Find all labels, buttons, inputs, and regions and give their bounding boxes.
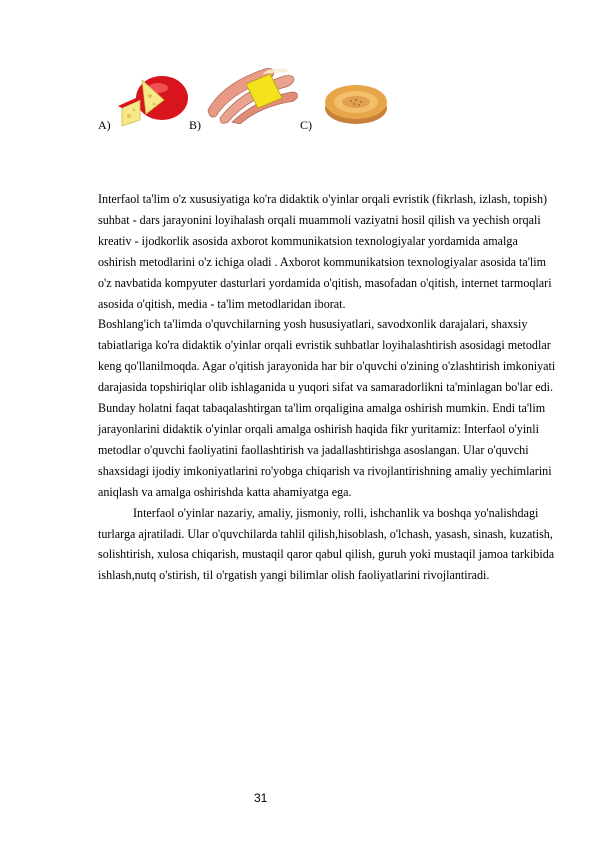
sausage-bundle-icon (202, 64, 300, 124)
option-b-label: B) (189, 118, 201, 132)
picture-options-row (98, 64, 398, 136)
option-a-label: A) (98, 118, 111, 132)
option-c-label: C) (300, 118, 312, 132)
paragraph-primary-education: Boshlang'ich ta'limda o'quvchilarning yosh hususiyatlari, savodxonlik darajalari, shaxsiy tabiatlariga ko'ra didaktik o'yinlar orqali evristik suhbatlar loyihalashtirish asosidagi metodlar keng qo'llanilmoqda. Agar o'qitish jarayonida har bir o'quvchi o'zining o'zlashtirish imkoniyati darajasida topshiriqlar olib ishlaganida u yuqori sifat va samaradorlikni ta'minlagan bo'lar edi. Bunday holatni faqat tabaqalashtirgan ta'lim orqaligina amalga oshirish mumkin. Endi ta'lim jarayonlarini didaktik o'yinlar orqali amalga oshirish haqida fikr yuritamiz: Interfaol o'yinli metodlar o'quvchi faoliyatini faollashtirish va jadallashtirishga asoslangan. Ular o'quvchi shaxsidagi ijodiy imkoniyatlarini ro'yobga chiqarish va rivojlantirishning amaliy yechimlarini aniqlash va amalga oshirishda katta ahamiyatga ega. (98, 317, 556, 499)
main-text (98, 189, 558, 586)
round-bread-icon (323, 78, 389, 126)
paragraph-game-types: Interfaol o'yinlar nazariy, amaliy, jismoniy, rolli, ishchanlik va boshqa yo'nalishdagi turlarga ajratiladi. Ular o'quvchilarda tahlil qilish,hisoblash, o'lchash, yasash, sinash, kuzatish, solishtirish, xulosa chiqarish, mustaqil qaror qabul qilish, guruh yoki mustaqil jamoa tarkibida ishlash,nutq o'stirish, til o'rgatish yangi bilimlar olish faoliyatlarini rivojlantiradi. (98, 505, 555, 583)
page-number: 31 (254, 791, 268, 805)
cheese-wheel-icon (112, 68, 190, 130)
paragraph-interactive-learning: Interfaol ta'lim o'z xususiyatiga ko'ra didaktik o'yinlar orqali evristik (fikrlash, izlash, topish) suhbat - dars jarayonini loyihalash orqali muammoli vaziyatni hosil qilish va yechish orqali kreativ - ijodkorlik asosida axborot kommunikatsion texnologiyalar yordamida amalga oshirish metodlarini o'z ichiga oladi . Axborot kommunikatsion texnologiyalar asosida ta'lim o'z navbatida kompyuter dasturlari yordamida o'qitish, masofadan o'qitish, internet tarmoqlari asosida o'qitish, media - ta'lim metodlaridan iborat. (98, 192, 552, 311)
